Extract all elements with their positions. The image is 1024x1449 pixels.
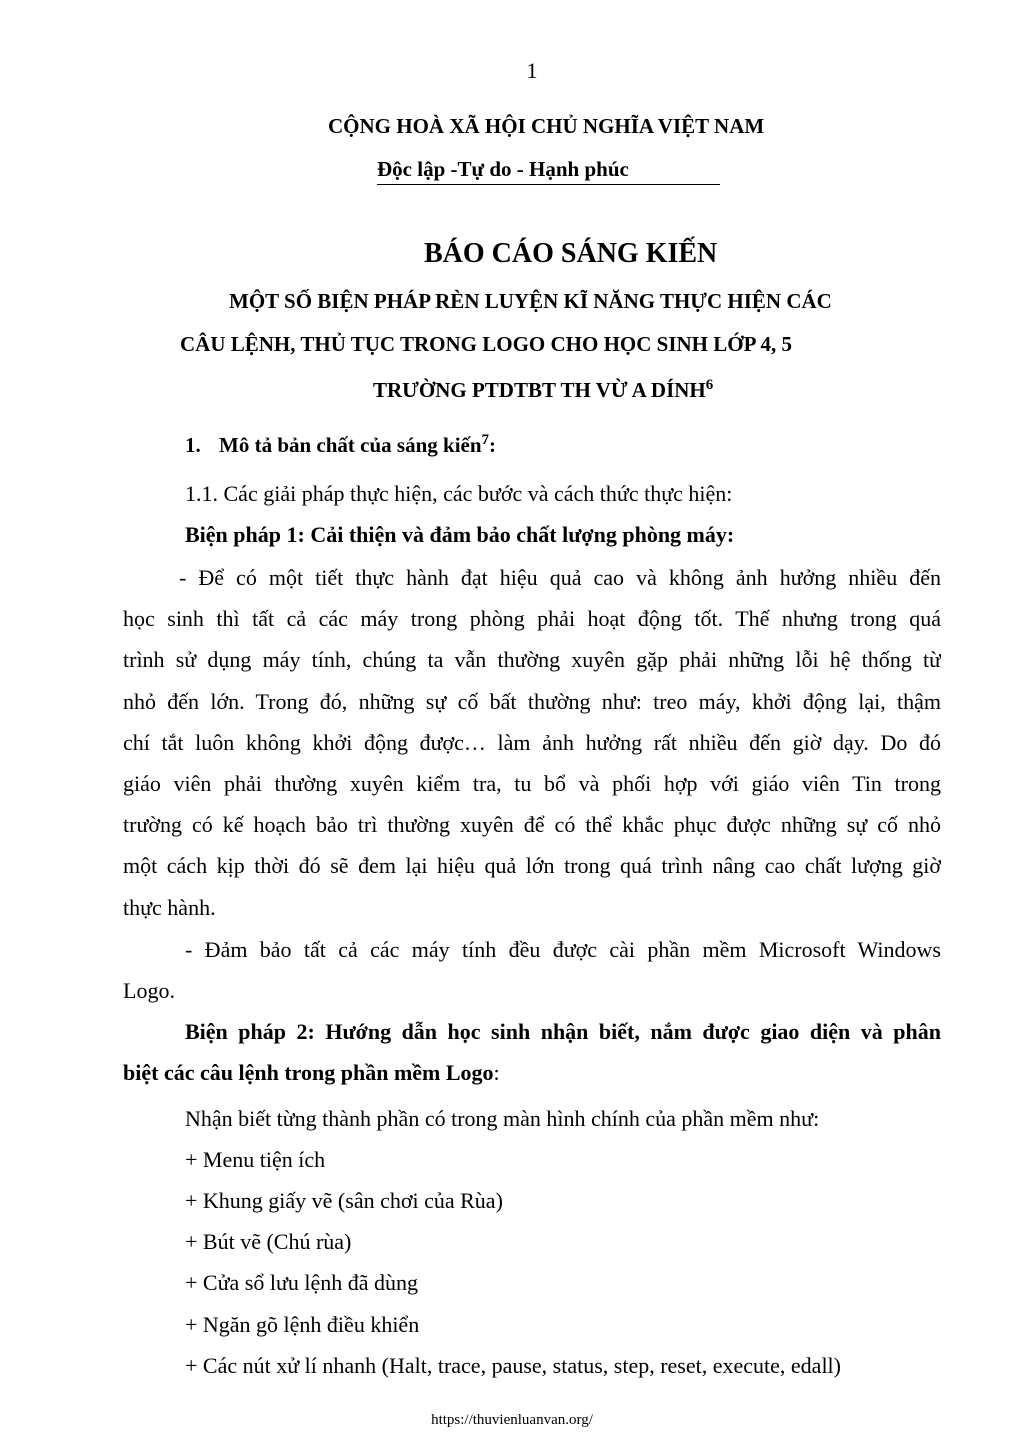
list-item: + Cửa sổ lưu lệnh đã dùng [185, 1270, 419, 1295]
footnote-marker: 7 [481, 432, 490, 448]
list-item: + Ngăn gõ lệnh điều khiển [185, 1312, 420, 1337]
section-heading: 1. Mô tả bản chất của sáng kiến$^7$: [185, 432, 497, 457]
paragraph-line: thực hành. [123, 894, 216, 920]
paragraph-line: trình sử dụng máy tính, chúng ta vẫn thường xuyên gặp phải những lỗi hệ thống từ [123, 647, 941, 673]
national-title: CỘNG HOÀ XÃ HỘI CHỦ NGHĨA VIỆT NAM [328, 114, 765, 138]
list-item: + Các nút xử lí nhanh (Halt, trace, pause, status, step, reset, execute, edall) [185, 1353, 841, 1378]
measure-2-intro: Nhận biết từng thành phần có trong màn hình chính của phần mềm như: [185, 1106, 820, 1131]
paragraph-line: giáo viên phải thường xuyên kiểm tra, tu bổ và phối hợp với giáo viên Tin trong [123, 770, 941, 796]
page-number: 1 [526, 58, 538, 83]
measure-1-paragraph-1 [123, 557, 941, 928]
paragraph-line: chí tắt luôn không khởi động được… làm ảnh hưởng rất nhiều đến giờ dạy. Do đó [123, 729, 941, 755]
report-subtitle-line-2: CÂU LỆNH, THỦ TỤC TRONG LOGO CHO HỌC SINH LỚP 4, 5 [180, 332, 793, 356]
paragraph-line: - Đảm bảo tất cả các máy tính đều được cài phần mềm Microsoft Windows [185, 937, 941, 962]
paragraph-line: nhỏ đến lớn. Trong đó, những sự cố bất thường như: treo máy, khởi động lại, thậm [123, 688, 941, 714]
footer-url[interactable]: https://thuvienluanvan.org/ [431, 1412, 593, 1428]
motto-underline [377, 184, 720, 185]
heading-line: biệt các câu lệnh trong phần mềm Logo [123, 1060, 494, 1086]
measure-2-heading [123, 1011, 941, 1093]
motto: Độc lập -Tự do - Hạnh phúc [377, 157, 629, 181]
paragraph-line: trường có kế hoạch bảo trì thường xuyên để có thể khắc phục được những sự cố nhỏ [123, 812, 941, 838]
section-number: 1. [185, 433, 201, 457]
measure-1-heading: Biện pháp 1: Cải thiện và đảm bảo chất lượng phòng máy: [185, 522, 735, 547]
report-subtitle-line-1: MỘT SỐ BIỆN PHÁP RÈN LUYỆN KĨ NĂNG THỰC HIỆN CÁC [229, 289, 832, 313]
list-item: + Khung giấy vẽ (sân chơi của Rùa) [185, 1188, 503, 1213]
measure-1-paragraph-2 [123, 929, 941, 1011]
report-title: BÁO CÁO SÁNG KIẾN [424, 238, 718, 269]
paragraph-line: - Để có một tiết thực hành đạt hiệu quả cao và không ảnh hưởng nhiều đến [179, 565, 941, 590]
list-item: + Menu tiện ích [185, 1147, 326, 1172]
list-item: + Bút vẽ (Chú rùa) [185, 1229, 352, 1254]
paragraph-line: một cách kịp thời đó sẽ đem lại hiệu quả lớn trong quá trình nâng cao chất lượng giờ [123, 853, 941, 879]
heading-suffix: : [493, 1060, 500, 1086]
heading-line: Biện pháp 2: Hướng dẫn học sinh nhận biết, nắm được giao diện và phân [185, 1019, 941, 1044]
paragraph-line: Logo. [123, 978, 175, 1004]
footnote-marker: 6 [705, 377, 714, 393]
sub-heading: 1.1. Các giải pháp thực hiện, các bước và cách thức thực hiện: [185, 481, 733, 506]
report-subtitle-line-3: TRƯỜNG PTDTBT TH VỪ A DÍNH$^6$ [373, 377, 714, 402]
paragraph-line: học sinh thì tất cả các máy trong phòng phải hoạt động tốt. Thế nhưng trong quá [123, 606, 941, 632]
